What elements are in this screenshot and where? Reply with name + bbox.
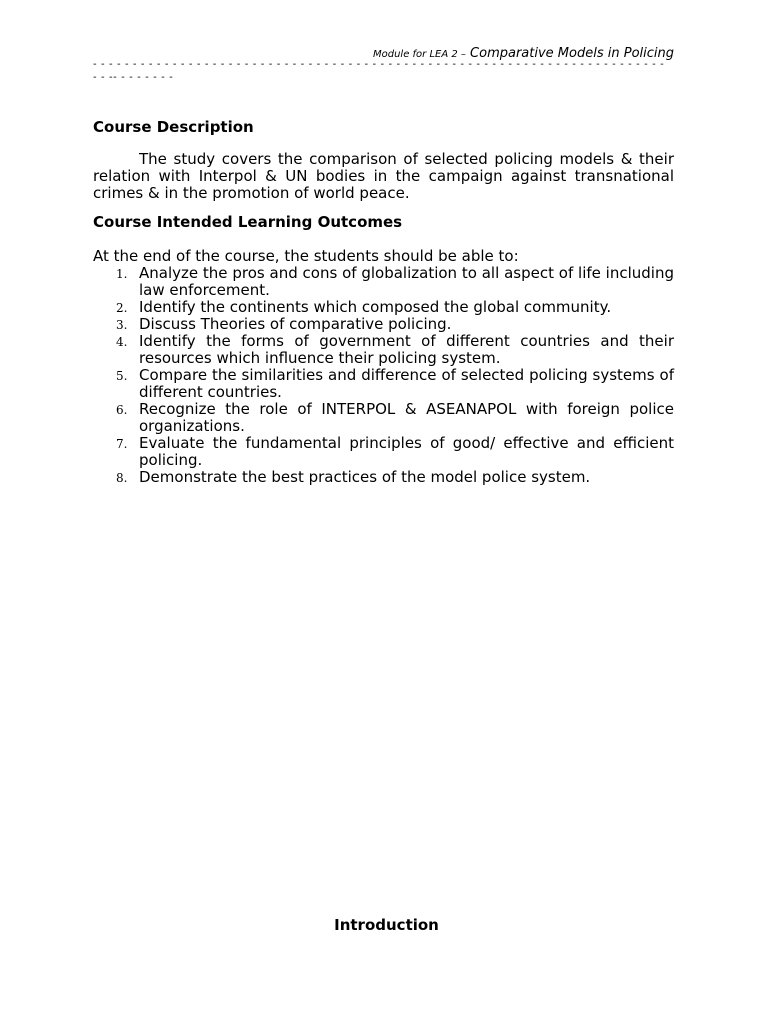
list-item [93,367,674,401]
list-item-text: Recognize the role of INTERPOL & ASEANAPOL with foreign police organizations. [139,400,674,435]
learning-outcomes-intro: At the end of the course, the students should be able to: [93,247,519,265]
list-item-text: Discuss Theories of comparative policing. [139,315,452,333]
header-separator-line-2: - - -- - - - - - - - [93,72,174,83]
list-item-number: 3. [116,318,128,332]
learning-outcomes-heading: Course Intended Learning Outcomes [93,213,403,231]
list-item [93,435,674,469]
header-separator-line-1: - - - - - - - - - - - - - - - - - - - - - - - - - - - - - - - - - - - - - - - - - - - - - - - - - - - - - - - - - - - - - - - - - - - - - - - - [93,59,665,70]
list-item [93,469,674,486]
course-description-text: The study covers the comparison of selected policing models & their relation with Interpol & UN bodies in the campaign against transnational crimes & in the promotion of world peace. [93,150,674,202]
list-item [93,265,674,299]
list-item [93,401,674,435]
course-description-heading: Course Description [93,118,254,136]
list-item [93,316,674,333]
header-module-label: Module for LEA 2 – [373,49,466,60]
list-item [93,333,674,367]
list-item-number: 4. [116,335,128,349]
introduction-heading: Introduction [334,916,439,934]
list-item-number: 6. [116,403,128,417]
list-item-text: Demonstrate the best practices of the model police system. [139,468,591,486]
list-item-number: 5. [116,369,128,383]
list-item-text: Evaluate the fundamental principles of good/ effective and efficient policing. [139,434,674,469]
list-item-number: 1. [116,267,128,281]
list-item-number: 8. [116,471,128,485]
list-item-number: 7. [116,437,128,451]
list-item-text: Compare the similarities and difference of selected policing systems of different countries. [139,366,674,401]
list-item-text: Identify the forms of government of different countries and their resources which influence their policing system. [139,332,674,367]
list-item-text: Analyze the pros and cons of globalization to all aspect of life including law enforcement. [139,264,674,299]
header-title: Comparative Models in Policing [465,46,674,61]
list-item [93,299,674,316]
list-item-number: 2. [116,301,128,315]
list-item-text: Identify the continents which composed the global community. [139,298,612,316]
learning-outcomes-list [93,265,674,486]
